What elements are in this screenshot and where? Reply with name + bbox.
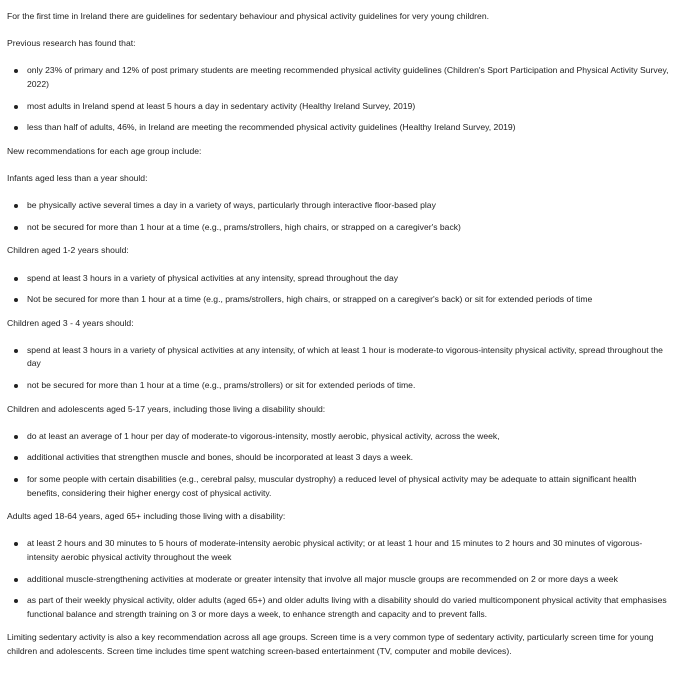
closing-paragraph: Limiting sedentary activity is also a key recommendation across all age groups. Screen time is a very common type of sedentary activity, particularly screen time for young children and adolescents. Screen time includes time spent watching screen-based entertainment (TV, computer and mobile devices). <box>7 632 654 656</box>
children-5-17-heading: Children and adolescents aged 5-17 years, including those living a disability should: <box>7 403 326 414</box>
list-item: as part of their weekly physical activity, older adults (aged 65+) and older adults living with a disability should do varied multicomponent physical activity that emphasises functional balance and strength training on 3 or more days a week, to enhance strength and capacity and to prevent falls. <box>27 594 670 621</box>
children-3-4-heading: Children aged 3 - 4 years should: <box>7 317 134 328</box>
infants-heading: Infants aged less than a year should: <box>7 172 148 183</box>
list-item: do at least an average of 1 hour per day of moderate-to vigorous-intensity, mostly aerobic, physical activity, across the week, <box>27 430 670 444</box>
infants-list <box>7 199 670 234</box>
list-item: most adults in Ireland spend at least 5 hours a day in sedentary activity (Healthy Ireland Survey, 2019) <box>27 100 670 114</box>
children-3-4-list <box>7 344 670 393</box>
children-5-17-list <box>7 430 670 500</box>
list-item: additional muscle-strengthening activities at moderate or greater intensity that involve all major muscle groups are recommended on 2 or more days a week <box>27 573 670 587</box>
children-1-2-list <box>7 272 670 307</box>
list-item: be physically active several times a day in a variety of ways, particularly through interactive floor-based play <box>27 199 670 213</box>
previous-research-heading: Previous research has found that: <box>7 38 136 49</box>
list-item: not be secured for more than 1 hour at a time (e.g., prams/strollers) or sit for extended periods of time. <box>27 379 670 393</box>
recommendations-intro: New recommendations for each age group include: <box>7 145 202 156</box>
list-item: additional activities that strengthen muscle and bones, should be incorporated at least 3 days a week. <box>27 451 670 465</box>
list-item: only 23% of primary and 12% of post primary students are meeting recommended physical activity guidelines (Children's Sport Participation and Physical Activity Survey, 2022) <box>27 64 670 91</box>
list-item: spend at least 3 hours in a variety of physical activities at any intensity, spread throughout the day <box>27 272 670 286</box>
adults-heading: Adults aged 18-64 years, aged 65+ including those living with a disability: <box>7 511 286 522</box>
list-item: not be secured for more than 1 hour at a time (e.g., prams/strollers, high chairs, or strapped on a caregiver's back) <box>27 221 670 235</box>
previous-research-list <box>7 64 670 134</box>
list-item: spend at least 3 hours in a variety of physical activities at any intensity, of which at least 1 hour is moderate-to vigorous-intensity physical activity, spread throughout the day <box>27 344 670 371</box>
list-item: for some people with certain disabilities (e.g., cerebral palsy, muscular dystrophy) a reduced level of physical activity may be adequate to attain significant health benefits, considering their higher energy cost of physical activity. <box>27 473 670 500</box>
list-item: Not be secured for more than 1 hour at a time (e.g., prams/strollers, high chairs, or strapped on a caregiver's back) or sit for extended periods of time <box>27 293 670 307</box>
children-1-2-heading: Children aged 1-2 years should: <box>7 245 129 256</box>
adults-list <box>7 537 670 621</box>
list-item: less than half of adults, 46%, in Ireland are meeting the recommended physical activity guidelines (Healthy Ireland Survey, 2019) <box>27 121 670 135</box>
intro-paragraph: For the first time in Ireland there are guidelines for sedentary behaviour and physical activity guidelines for very young children. <box>7 11 489 21</box>
list-item: at least 2 hours and 30 minutes to 5 hours of moderate-intensity aerobic physical activity; or at least 1 hour and 15 minutes to 2 hours and 30 minutes of vigorous-intensity aerobic physical activity throughout the week <box>27 537 670 564</box>
